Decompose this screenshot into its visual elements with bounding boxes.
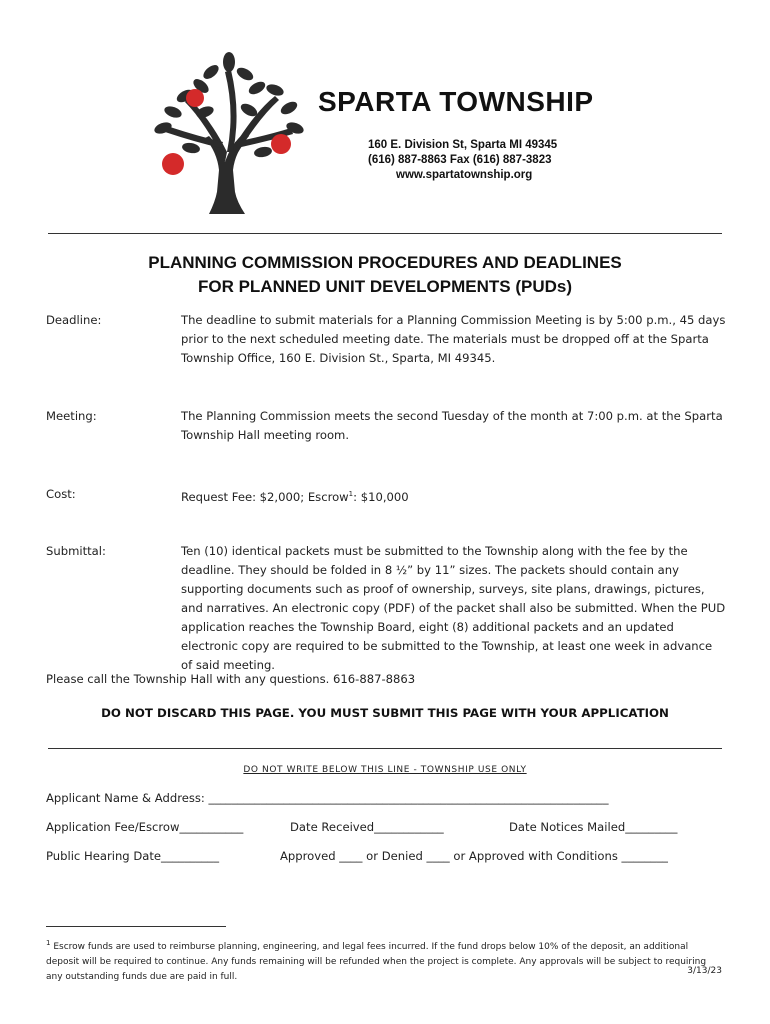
revision-date: 3/13/23 [687, 966, 722, 976]
footnote-text: Escrow funds are used to reimburse planning, engineering, and legal fees incurred. If the fund drops below 10% of the deposit, an additional deposit will be required to continue. Any funds remaining will be refunded when the project is complete. Any approvals will be subject to requiring any outstanding funds due are paid in full. [46, 942, 707, 982]
submittal-label: Submittal: [46, 544, 106, 558]
org-website[interactable]: www.spartatownship.org [396, 169, 533, 181]
page-title-line1: PLANNING COMMISSION PROCEDURES AND DEADLINES [148, 253, 622, 272]
meeting-text: The Planning Commission meets the second Tuesday of the month at 7:00 p.m. at the Sparta Township Hall meeting room. [181, 409, 723, 442]
do-not-write-notice: DO NOT WRITE BELOW THIS LINE - TOWNSHIP USE ONLY [243, 765, 527, 775]
date-notices-field: Date Notices Mailed_________ [509, 820, 678, 834]
apple-tree-icon [145, 52, 305, 214]
warning-text: DO NOT DISCARD THIS PAGE. YOU MUST SUBMIT THIS PAGE WITH YOUR APPLICATION [101, 706, 669, 720]
date-received-field: Date Received____________ [290, 820, 444, 834]
fee-field: Application Fee/Escrow___________ [46, 820, 244, 834]
escrow-footnote-marker: 1 [348, 490, 354, 498]
cost-text-after: : $10,000 [353, 489, 409, 504]
footnote-marker: 1 [46, 939, 51, 947]
page-title-line2: FOR PLANNED UNIT DEVELOPMENTS (PUDs) [197, 277, 573, 296]
office-use-divider [48, 748, 722, 749]
questions-text: Please call the Township Hall with any questions. 616-887-8863 [46, 672, 416, 686]
footnote [46, 936, 724, 985]
meeting-label: Meeting: [46, 409, 97, 423]
hearing-field: Public Hearing Date__________ [46, 849, 220, 863]
submittal-text: Ten (10) identical packets must be submitted to the Township along with the fee by the deadline. They should be folded in 8 ½” by 11” sizes. The packets should contain any supporting documents such as proof of ownership, surveys, site plans, drawings, pictures, and narratives. An electronic copy (PDF) of the packet shall also be submitted. When the PUD application reaches the Township Board, eight (8) additional packets and an updated electronic copy are required to be submitted to the Township, at least one week in advance of said meeting. [181, 544, 726, 672]
cost-text [181, 485, 726, 507]
org-name: SPARTA TOWNSHIP [318, 86, 594, 117]
footnote-divider [46, 926, 226, 927]
org-phone-fax: (616) 887-8863 Fax (616) 887-3823 [368, 154, 552, 166]
cost-text-before: Request Fee: $2,000; Escrow [181, 489, 349, 504]
applicant-field: Applicant Name & Address: _____________________________________________________________________ [46, 791, 609, 805]
cost-label: Cost: [46, 487, 76, 501]
deadline-label: Deadline: [46, 313, 102, 327]
approval-field: Approved ____ or Denied ____ or Approved with Conditions ________ [280, 849, 668, 863]
deadline-text: The deadline to submit materials for a Planning Commission Meeting is by 5:00 p.m., 45 days prior to the next scheduled meeting date. The materials must be dropped off at the Sparta Township Office, 160 E. Division St., Sparta, MI 49345. [181, 313, 726, 365]
org-address: 160 E. Division St, Sparta MI 49345 [368, 139, 558, 151]
header-divider [48, 233, 722, 234]
